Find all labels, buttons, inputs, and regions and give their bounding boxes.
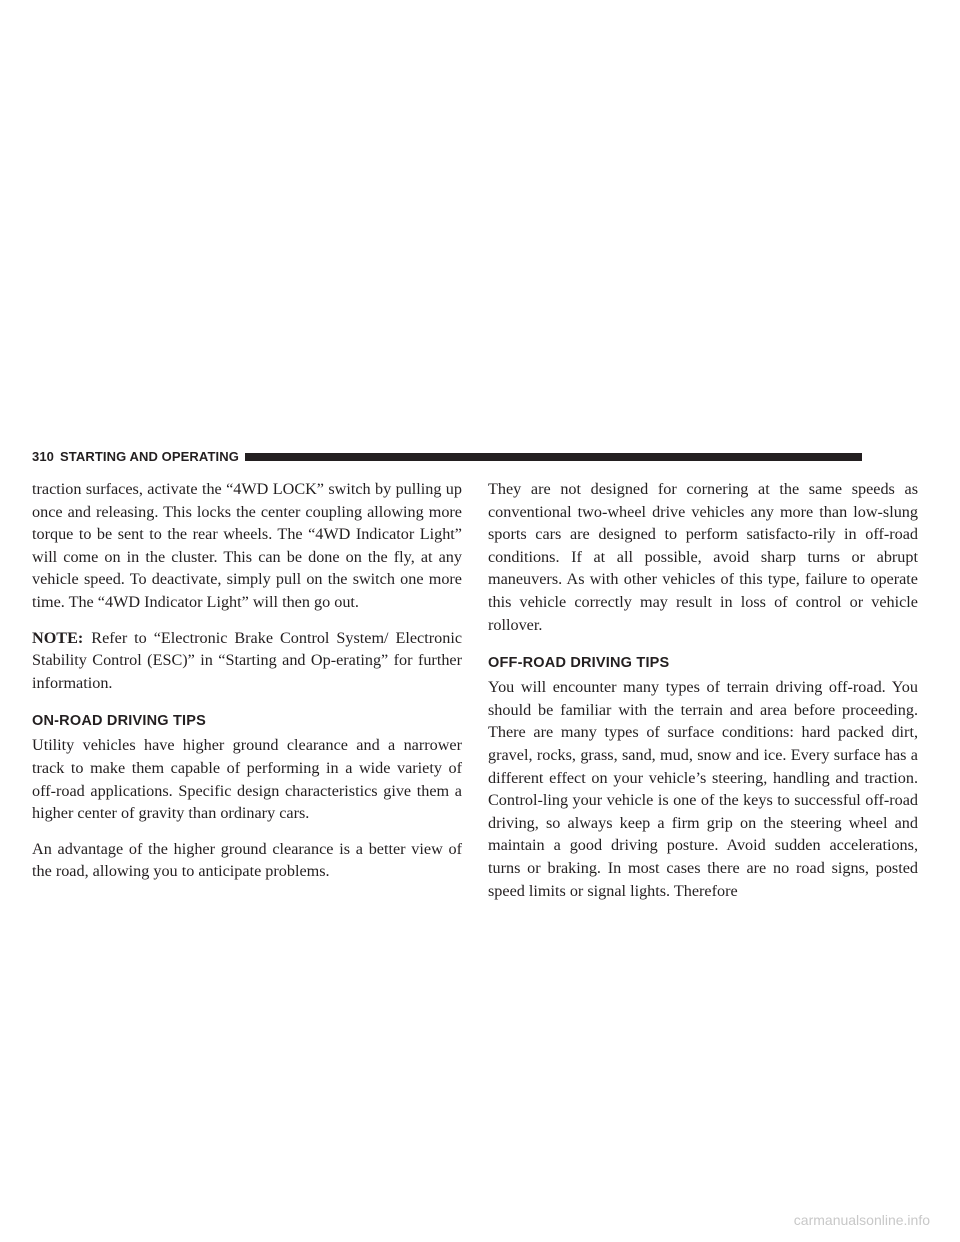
paragraph-terrain: You will encounter many types of terrain driving off-road. You should be familiar with the terrain and area before proceeding. There are many types of surface conditions: hard packed dirt, gravel, rocks, grass, sand, mud, snow and ice. Every surface has a different effect on your vehicle’s steering, handling and traction. Control-ling your vehicle is one of the keys to successful off-road driving, so always keep a firm grip on the steering wheel and maintain a good driving posture. Avoid sudden accelerations, turns or braking. In most cases there are no road signs, posted speed limits or signal lights. Therefore — [488, 678, 918, 900]
page-header — [32, 448, 862, 464]
left-column — [32, 478, 462, 896]
right-column — [488, 478, 918, 915]
heading-on-road: ON-ROAD DRIVING TIPS — [32, 713, 206, 730]
paragraph-ground-clearance: An advantage of the higher ground clearance is a better view of the road, allowing you to anticipate problems. — [32, 839, 462, 881]
note-paragraph — [32, 627, 462, 695]
paragraph-4wd-lock: traction surfaces, activate the “4WD LOCK” switch by pulling up once and releasing. This locks the center coupling allowing more torque to be sent to the rear wheels. The “4WD Indicator Light” will come on in the cluster. This can be done on the fly, at any vehicle speed. To deactivate, simply pull on the switch one more time. The “4WD Indicator Light” will then go out. — [32, 480, 462, 611]
paragraph-utility-vehicles: Utility vehicles have higher ground clearance and a narrower track to make them capable of performing in a wide variety of off-road applications. Specific design characteristics give them a higher center of gravity than ordinary cars. — [32, 736, 462, 823]
page-number: 310 — [32, 448, 54, 464]
heading-off-road: OFF-ROAD DRIVING TIPS — [488, 655, 670, 672]
note-label: NOTE: — [32, 628, 84, 647]
section-title: STARTING AND OPERATING — [60, 448, 239, 464]
header-rule — [245, 453, 862, 461]
note-text: Refer to “Electronic Brake Control System/ Electronic Stability Control (ESC)” in “Starting and Op-erating” for further information. — [32, 628, 462, 692]
paragraph-cornering: They are not designed for cornering at the same speeds as conventional two-wheel drive vehicles any more than low-slung sports cars are designed to perform satisfacto-rily in off-road conditions. If at all possible, avoid sharp turns or abrupt maneuvers. As with other vehicles of this type, failure to operate this vehicle correctly may result in loss of control or vehicle rollover. — [488, 480, 918, 634]
watermark: carmanualsonline.info — [793, 1212, 930, 1228]
